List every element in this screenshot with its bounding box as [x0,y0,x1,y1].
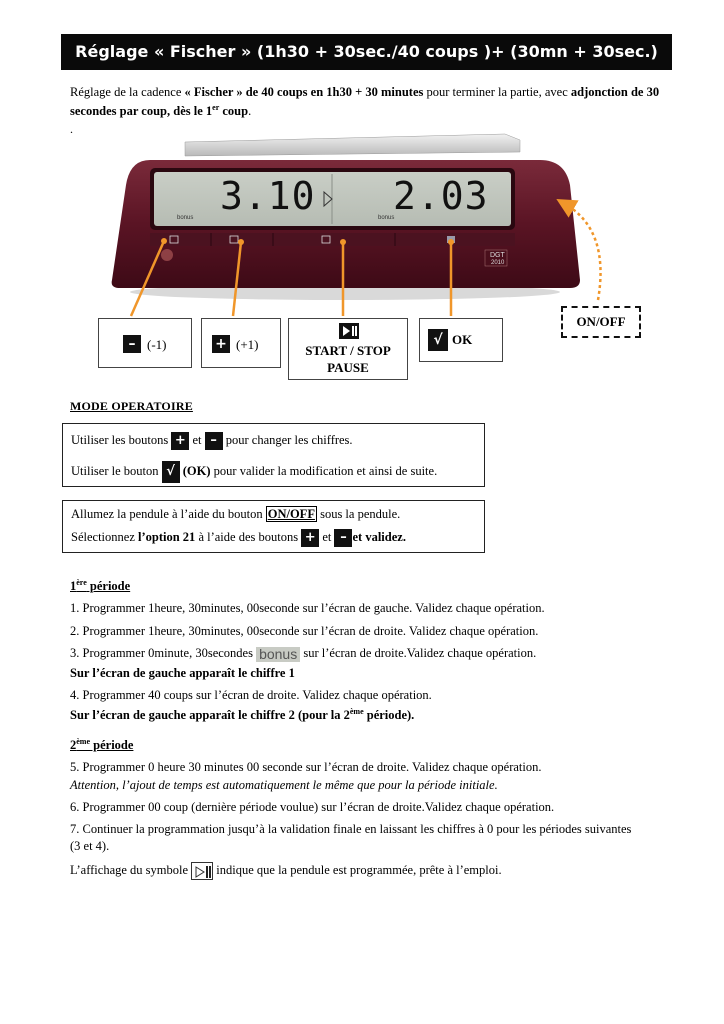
step-3-text-a: 3. Programmer 0minute, 30secondes [70,646,257,660]
minus-key-label: (-1) [147,337,167,352]
step-5-note: Attention, l’ajout de temps est automatiquement le même que pour la période initiale. [70,778,498,792]
box1-text-d: Utiliser le bouton [71,463,162,478]
period1-num: 1 [70,579,77,594]
box2-text-d: Sélectionnez [71,529,138,544]
play-pause-glyph [339,323,359,339]
step-7: 7. Continuer la programmation jusqu’à la validation finale en laissant les chiffres à 0 pour les périodes suivantes [70,822,632,836]
box1-ok-text: (OK) [182,463,211,478]
plus-key-box [201,318,281,368]
right-clock-display: 2.03 [393,174,489,218]
intro-paragraph [70,84,670,119]
intro-text-6: coup [219,104,249,119]
minus-key-box [98,318,192,368]
box1-text-a: Utiliser les boutons [71,432,172,447]
intro-text-1: Réglage de la cadence [70,85,185,99]
chess-clock-image [110,130,580,305]
intro-text-4: adjonction de 30 secondes par coup, dès le 1 [70,85,660,119]
period2-rest: période [90,738,134,753]
instructions-box-1 [62,423,485,487]
plus-key-label: (+1) [236,337,259,352]
intro-text-7: . [248,104,252,119]
box1-line1 [71,432,353,450]
intro-sup: er [212,103,220,112]
box2-text-c: sous la pendule. [316,507,401,521]
box1-line2 [71,461,437,483]
step-4-note-b: période). [363,708,415,723]
clock-model: 2010 [491,260,505,266]
play-pause-icon [339,323,359,339]
step-5: 5. Programmer 0 heure 30 minutes 00 seconde sur l’écran de droite. Validez chaque opération. [70,760,542,774]
ok-key-box [419,318,503,362]
play-pause-symbol-icon [191,862,213,880]
ok-key-label: OK [452,332,473,347]
clock-brand: DGT [490,252,505,259]
check-inline-icon: √ [162,461,180,483]
minus-key-icon: – [123,335,141,353]
box2-onoff-text: ON/OFF [267,507,315,521]
period2-num: 2 [70,738,77,753]
step-3-text-b: sur l’écran de droite.Validez chaque opération. [300,646,537,660]
stray-dot: . [70,122,73,136]
check-key-icon: √ [428,329,448,351]
start-stop-key-box [288,318,408,380]
left-bonus-label: bonus [177,215,194,221]
plus-key-icon: + [212,335,230,353]
box2-text-e: à l’aide des boutons [195,529,302,544]
box2-option-text: l’option 21 [138,529,196,544]
left-clock-display: 3.10 [220,174,316,218]
intro-text-2: « Fischer » de 40 coups en 1h30 + 30 minutes [184,85,424,99]
final-text-b: indique que la pendule est programmée, prête à l’emploi. [213,862,502,877]
box2-text-g: et validez. [352,529,406,544]
box2-line2 [71,529,406,547]
instructions-box-2 [62,500,485,553]
plus-inline-icon: + [171,432,189,450]
step-4: 4. Programmer 40 coups sur l’écran de droite. Validez chaque opération. [70,688,432,702]
period1-rest: période [86,579,131,594]
plus-inline-icon-2: + [301,529,319,547]
step-2: 2. Programmer 1heure, 30minutes, 00seconde sur l’écran de droite. Validez chaque opération. [70,624,539,638]
start-stop-label: START / STOP [305,343,391,358]
intro-text-3: pour terminer la partie, avec [423,85,571,99]
right-bonus-label: bonus [378,215,395,221]
period1-sup: ère [76,578,87,587]
step-4-note [70,707,414,723]
pause-label: PAUSE [327,360,369,375]
step-6: 6. Programmer 00 coup (dernière période voulue) sur l’écran de droite.Validez chaque opération. [70,800,555,814]
period1-title [70,578,130,594]
box2-text-f: et [319,529,335,544]
box1-text-c: pour changer les chiffres. [222,432,353,447]
box1-text-e: pour valider la modification et ainsi de suite. [210,463,438,478]
step-3-note: Sur l’écran de gauche apparaît le chiffre 1 [70,666,295,680]
box1-text-b: et [189,432,205,447]
step-1: 1. Programmer 1heure, 30minutes, 00seconde sur l’écran de gauche. Validez chaque opération. [70,601,545,615]
bonus-tag: bonus [256,647,300,662]
step-7-cont: (3 et 4). [70,839,110,853]
play-pause-symbol-glyph [192,863,214,881]
page-title: Réglage « Fischer » (1h30 + 30sec./40 coups )+ (30mn + 30sec.) [61,34,672,70]
period2-sup: ème [76,737,91,746]
onoff-label: ON/OFF [561,306,641,338]
box2-line1 [71,507,400,522]
step-4-note-sup: ème [349,707,364,716]
period2-title [70,737,133,753]
step-4-note-a: Sur l’écran de gauche apparaît le chiffre 2 (pour la 2 [70,708,350,723]
mode-operatoire-title: MODE OPERATOIRE [70,399,193,413]
final-line [70,862,502,880]
step-3 [70,646,536,662]
box2-text-a: Allumez la pendule à l’aide du bouton [71,507,266,521]
minus-inline-icon: – [205,432,223,450]
final-text-a: L’affichage du symbole [70,862,192,877]
minus-inline-icon-2: – [334,529,352,547]
